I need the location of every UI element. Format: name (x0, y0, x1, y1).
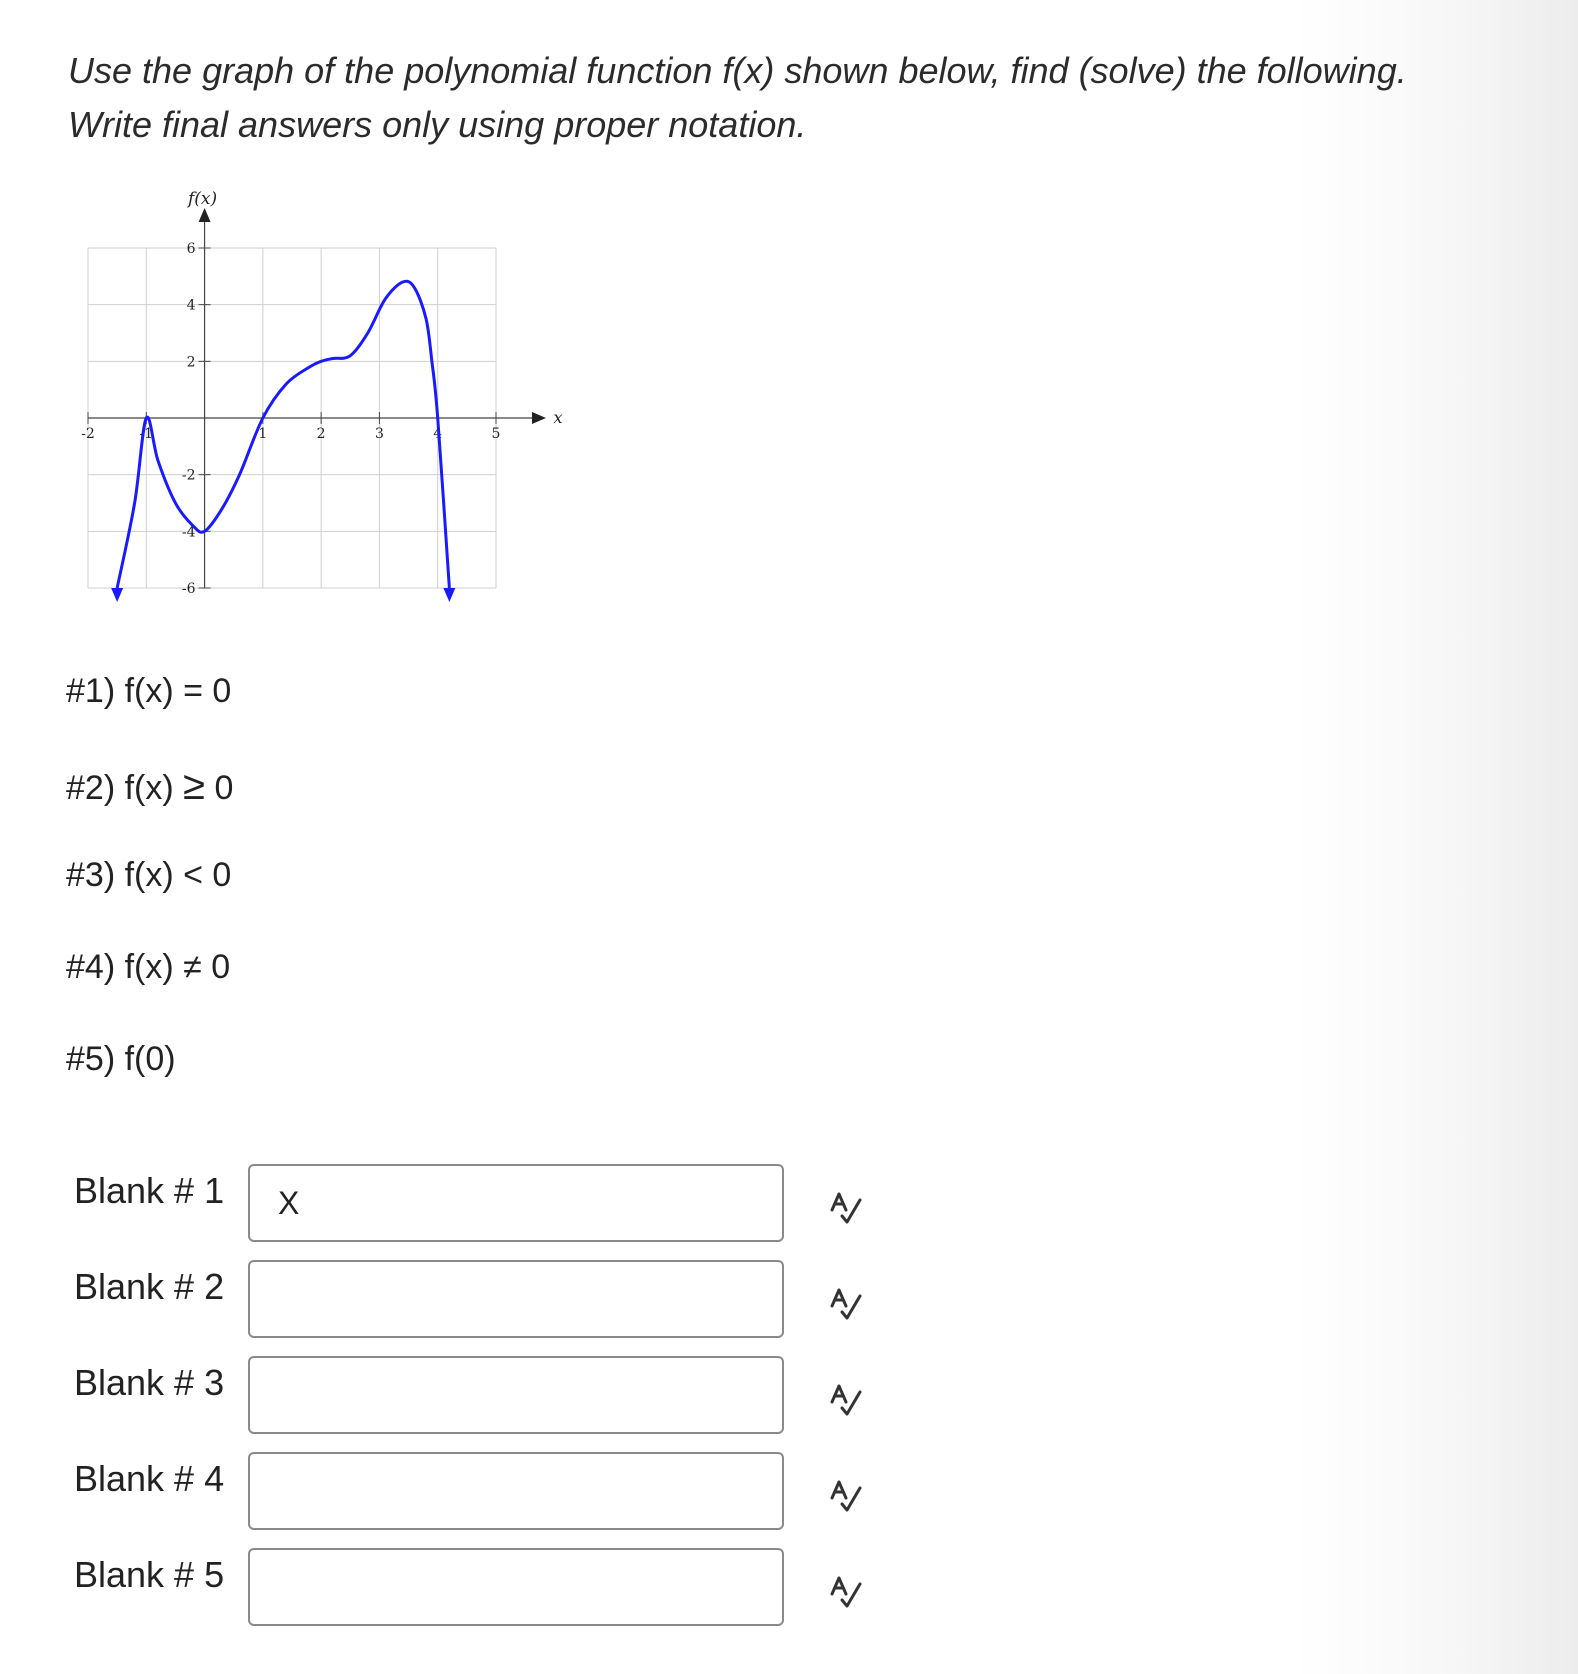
blank-4-input[interactable] (248, 1452, 784, 1530)
spellcheck-icon[interactable] (826, 1570, 866, 1610)
question-2 (66, 764, 233, 809)
x-tick-label: 4 (433, 426, 443, 442)
greater-equal-symbol: ≥ (183, 764, 206, 808)
blank-3-input[interactable] (248, 1356, 784, 1434)
question-number: #5) (66, 1040, 116, 1078)
y-axis-label: f(x) (187, 189, 218, 209)
question-expression: f(x) (124, 769, 174, 807)
x-tick-label: 1 (258, 426, 268, 442)
blank-5-label: Blank # 5 (74, 1554, 225, 1595)
question-3 (66, 856, 231, 895)
spellcheck-icon[interactable] (826, 1474, 866, 1514)
blank-1-input[interactable] (248, 1164, 784, 1242)
question-5 (66, 1040, 176, 1079)
curve-end-arrow (443, 588, 455, 602)
blank-2-label: Blank # 2 (74, 1266, 225, 1307)
tick-labels (81, 189, 562, 597)
spellcheck-icon[interactable] (826, 1282, 866, 1322)
x-tick-label: -2 (81, 426, 95, 442)
blank-3-label: Blank # 3 (74, 1362, 225, 1403)
y-tick-label: -2 (181, 467, 196, 484)
blank-2-input[interactable] (248, 1260, 784, 1338)
x-tick-label: -1 (139, 426, 154, 442)
function-curve (117, 281, 449, 588)
blank-5-input[interactable] (248, 1548, 784, 1626)
question-number: #3) (66, 856, 116, 894)
y-tick-label: -6 (181, 581, 196, 597)
blank-1-label: Blank # 1 (74, 1170, 225, 1211)
x-tick-label: 3 (374, 426, 384, 442)
question-expression: f(x) = 0 (124, 672, 232, 710)
question-expression: f(x) ≠ 0 (124, 948, 231, 986)
y-tick-label: 2 (186, 354, 196, 371)
x-axis-label: x (553, 408, 563, 427)
question-expression: f(0) (124, 1040, 176, 1078)
question-number: #4) (66, 948, 116, 986)
question-rhs: 0 (214, 769, 234, 807)
question-expression: f(x) < 0 (124, 856, 232, 894)
blank-4-label: Blank # 4 (74, 1458, 225, 1499)
y-axis-arrow (199, 208, 211, 222)
spellcheck-icon[interactable] (826, 1378, 866, 1418)
y-tick-label: 4 (186, 297, 196, 314)
question-number: #2) (66, 769, 116, 807)
polynomial-graph (60, 180, 563, 620)
y-tick-label: -4 (181, 524, 196, 541)
question-4 (66, 948, 230, 987)
instructions-text: Use the graph of the polynomial function f(x) shown below, find (solve) the following. Write final answers only using proper notation. (68, 50, 1407, 145)
x-tick-label: 5 (491, 426, 501, 442)
curve-arrows (111, 588, 455, 602)
question-1 (66, 672, 231, 711)
spellcheck-icon[interactable] (826, 1186, 866, 1226)
question-number: #1) (66, 672, 116, 710)
curve-end-arrow (111, 588, 123, 602)
y-tick-label: 6 (186, 241, 196, 257)
x-axis-arrow (532, 412, 546, 424)
x-tick-label: 2 (316, 426, 326, 442)
